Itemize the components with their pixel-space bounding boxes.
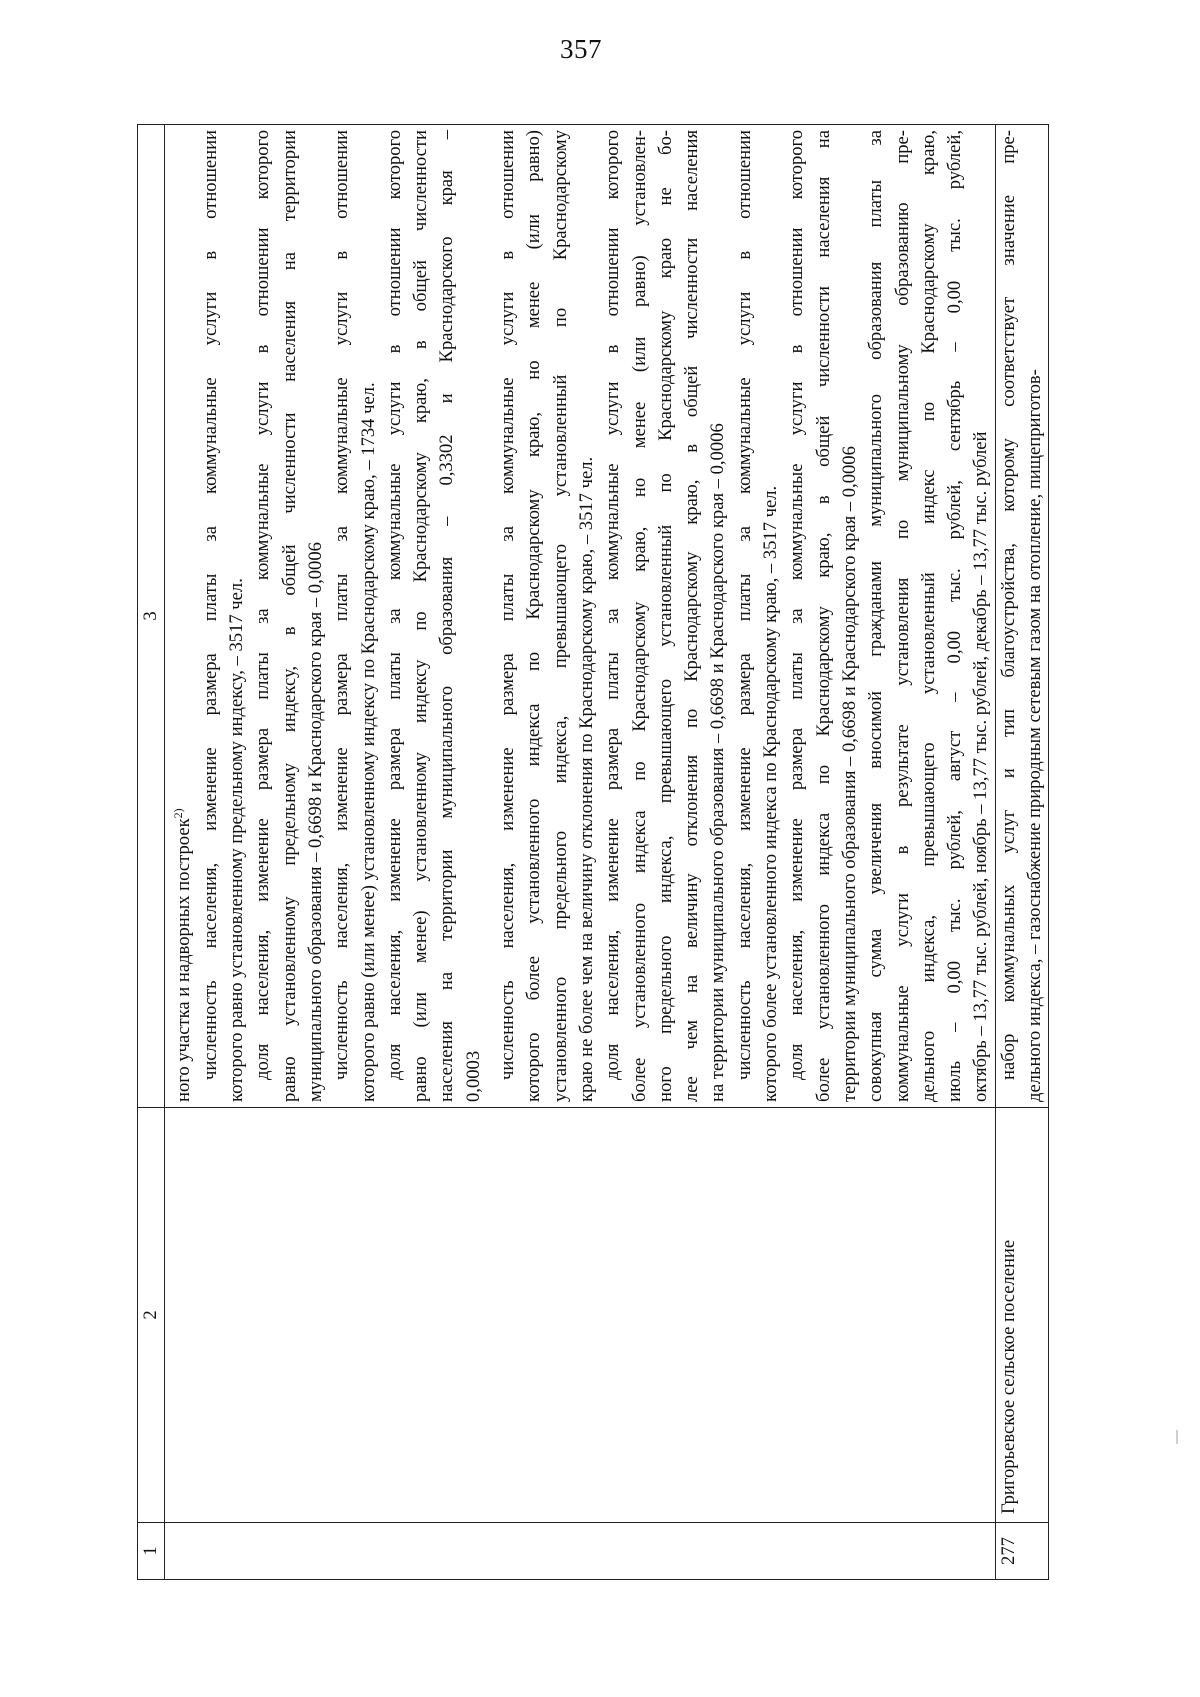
rotated-table-container <box>137 125 1045 1580</box>
page-number: 357 <box>560 34 602 64</box>
text-line: численность населения, изменение размера платы за коммунальные услуги в отношении <box>733 130 755 1080</box>
text-line: более установленного индекса по Краснодарскому краю, но менее (или равно) установлен- <box>628 130 650 1102</box>
table-row-277 <box>995 125 1049 1580</box>
text-line: дельного индекса, – газоснабжение природным сетевым газом на отопление, пищеприготов- <box>1023 369 1045 1102</box>
row-277-description-cell <box>995 125 1049 1108</box>
text-line: которого более установленного индекса по Краснодарскому краю, но менее (или равно) <box>523 130 545 1102</box>
text-line: на территории муниципального образования – 0,6698 и Краснодарского края – 0,0006 <box>707 423 729 1102</box>
text-line: более установленного индекса по Краснодарскому краю, в общей численности населения на <box>812 130 834 1102</box>
settlement-name-cell: Григорьевское сельское поселение <box>995 1108 1049 1523</box>
text-line: установленного предельного индекса, превышающего установленный по Краснодарскому <box>549 130 571 1102</box>
text-line: ного предельного индекса, превышающего установленный по Краснодарскому краю не бо- <box>654 130 676 1102</box>
text-line: равно установленному предельному индексу, в общей численности населения на территории <box>278 130 300 1102</box>
footnote-marker: 2) <box>171 808 186 819</box>
text-line: доля населения, изменение размера платы за коммунальные услуги в отношении которого <box>602 130 624 1080</box>
text-line: которого более установленного индекса по Краснодарскому краю, – 3517 чел. <box>760 485 782 1102</box>
text-line: лее чем на величину отклонения по Краснодарскому краю, в общей численности населения <box>681 130 703 1102</box>
text-line: дельного индекса, превышающего установленный индекс по Краснодарскому краю, <box>917 130 939 1102</box>
text-line: доля населения, изменение размера платы за коммунальные услуги в отношении которого <box>252 130 274 1080</box>
text-line: численность населения, изменение размера платы за коммунальные услуги в отношении <box>497 130 519 1080</box>
text-line: июль – 0,00 тыс. рублей, август – 0,00 тыс. рублей, сентябрь – 0,00 тыс. рублей, <box>944 130 966 1102</box>
text-line: равно (или менее) установленному индексу по Краснодарскому краю, в общей численности <box>410 130 432 1102</box>
scan-mark <box>1176 1430 1178 1444</box>
text-line: набор коммунальных услуг и тип благоустройства, которому соответствует значение пре- <box>997 130 1019 1080</box>
text-line: которого равно (или менее) установленному индексу по Краснодарскому краю, – 1734 чел. <box>357 382 379 1102</box>
indices-table <box>137 124 1049 1580</box>
continuation-settlement-cell <box>165 1108 995 1523</box>
text-line: которого равно установленному предельному индексу, – 3517 чел. <box>226 578 248 1102</box>
text-line: 0,0003 <box>462 1050 484 1102</box>
text-line: территории муниципального образования – 0,6698 и Краснодарского края – 0,0006 <box>838 446 860 1102</box>
row-number-cell: 277 <box>995 1523 1049 1580</box>
text-line: доля населения, изменение размера платы за коммунальные услуги в отношении которого <box>786 130 808 1080</box>
text-line: октябрь – 13,77 тыс. рублей, ноябрь – 13,77 тыс. рублей, декабрь – 13,77 тыс. рублей <box>970 431 992 1102</box>
text-line: совокупная сумма увеличения вносимой гражданами муниципального образования платы за <box>865 130 887 1102</box>
text-line: доля населения, изменение размера платы за коммунальные услуги в отношении которого <box>383 130 405 1080</box>
header-col-3: 3 <box>138 125 165 1108</box>
table-row-continuation <box>165 125 995 1580</box>
text-line: ного участка и надворных построек$^{2)}$ <box>171 808 195 1102</box>
continuation-number-cell <box>165 1523 995 1580</box>
table-header-row <box>138 125 165 1580</box>
text-line: населения на территории муниципального образования – 0,3302 и Краснодарского края – <box>436 130 458 1102</box>
text-line: муниципального образования – 0,6698 и Краснодарского края – 0,0006 <box>304 542 326 1102</box>
header-col-1: 1 <box>138 1523 165 1580</box>
text-line: численность населения, изменение размера платы за коммунальные услуги в отношении <box>331 130 353 1080</box>
text-line: краю не более чем на величину отклонения по Краснодарскому краю, – 3517 чел. <box>575 456 597 1102</box>
text-line: численность населения, изменение размера платы за коммунальные услуги в отношении <box>199 130 221 1080</box>
continuation-description-cell <box>165 125 995 1108</box>
header-col-2: 2 <box>138 1108 165 1523</box>
text-line: коммунальные услуги в результате установления по муниципальному образованию пре- <box>891 130 913 1102</box>
